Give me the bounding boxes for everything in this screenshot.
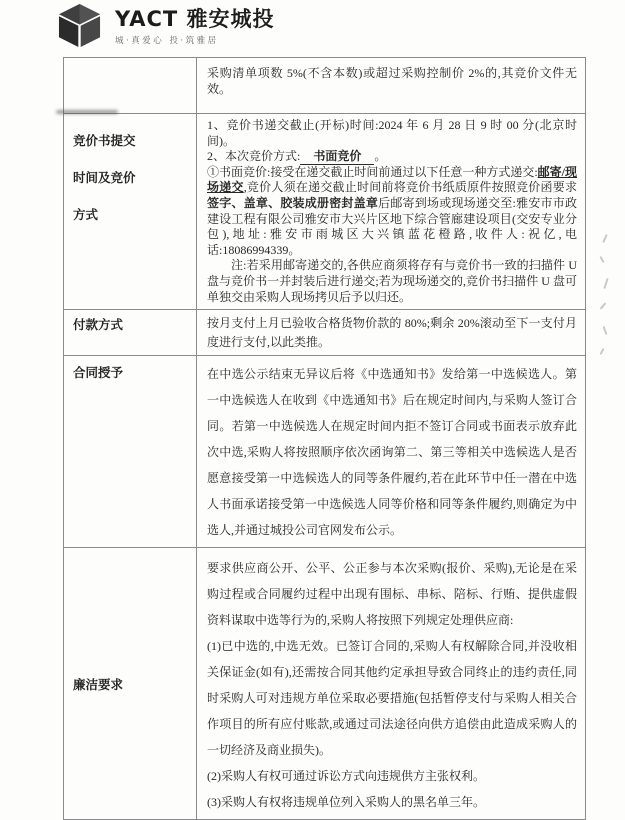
integrity-clause-2: (2)采购人有权可通过诉讼方式向违规供方主张权利。 bbox=[207, 769, 485, 784]
written-bid-seg1: ①书面竞价:接受在递交截止时间前通过以下任意一种方式递交: bbox=[207, 164, 538, 179]
sealing-requirements-emphasis: 签字、盖章、胶装成册密封盖章 bbox=[207, 195, 379, 210]
brand-name: YACT 雅安城投 bbox=[115, 7, 275, 31]
bidding-method-item bbox=[207, 149, 577, 165]
table-row-submission-time-method bbox=[64, 114, 585, 310]
integrity-requirements-content bbox=[197, 548, 585, 819]
scan-smudge-artifact bbox=[56, 110, 118, 114]
row-label-contract-award: 合同授予 bbox=[64, 356, 197, 547]
bidding-method-value: 书面竞价 bbox=[300, 149, 374, 165]
invalid-bid-clause-text: 采购清单项数 5%(不含本数)或超过采购控制价 2%的,其竞价文件无效。 bbox=[207, 66, 577, 96]
integrity-label-text: 廉洁要求 bbox=[73, 677, 124, 692]
table-row-invalid-bid-clause bbox=[64, 58, 585, 114]
integrity-intro-paragraph: 要求供应商公开、公平、公正参与本次采购(报价、采购),无论是在采购过程或合同履约过程中出现有围标、串标、陪标、行贿、提供虚假资料谋取中选等行为的,采购人将按照下列规定处理供应商: bbox=[207, 561, 577, 628]
written-bid-seg5: 后邮寄到场或现场递交至:雅安市市政建设工程有限公司雅安市大兴片区地下综合管廊建设项目(交安专业分包),地址:雅安市雨城区大兴镇蓝花橙路,收件人:祝亿,电话:18086994339。 bbox=[207, 195, 577, 257]
deadline-item: 1、竞价书递交截止(开标)时间:2024 年 6 月 28 日 9 时 00 分(北京时间)。 bbox=[207, 118, 577, 148]
row-label-empty bbox=[64, 58, 197, 113]
mailing-note: 注:若采用邮寄递交的,各供应商须将存有与竞价书一致的扫描件 U 盘与竞价书一并封装后进行递交;若为现场递交的,竞价书扫描件 U 盘可单独交由采购人现场拷贝后予以归还。 bbox=[207, 258, 577, 304]
contract-award-text: 在中选公示结束无异议后将《中选通知书》发给第一中选候选人。第一中选候选人在收到《中选通知书》后在规定时间内,与采购人签订合同。若第一中选候选人在规定时间内拒不签订合同或书面表示放弃此次中选,采购人将按照顺序依次函询第二、第三等相关中选候选人是否愿意接受第一中选候选人的同等条件履约,若在此环节中任一潜在中选人书面承诺接受第一中选候选人同等价格和同等条件履约,则确定为中选人,并通过城投公司官网发布公示。 bbox=[207, 367, 577, 538]
label-line-1: 竞价书提交 bbox=[73, 134, 136, 148]
margin-scribble-marks bbox=[598, 232, 614, 362]
row-label-integrity bbox=[64, 548, 197, 819]
submission-method-content bbox=[197, 114, 585, 309]
table-row-contract-award bbox=[64, 356, 585, 548]
bidding-method-prefix: 2、本次竞价方式: bbox=[207, 149, 301, 164]
row-label-submission-method bbox=[64, 114, 197, 309]
label-line-3: 方式 bbox=[73, 208, 99, 222]
table-row-payment-terms bbox=[64, 310, 585, 356]
logo-text-block bbox=[115, 3, 275, 46]
bidding-method-suffix: 。 bbox=[374, 149, 387, 164]
integrity-clause-3: (3)采购人有权将违规单位列入采购人的黑名单三年。 bbox=[207, 795, 485, 810]
table-row-integrity-requirements bbox=[64, 548, 585, 819]
written-bid-seg3: ,竞价人须在递交截止时间前将竞价书纸质原件按照竞价函要求 bbox=[243, 180, 577, 195]
brand-slogan: 城·真爱心 投·筑雅居 bbox=[115, 36, 219, 46]
logo bbox=[56, 3, 275, 48]
cube-logo-icon bbox=[56, 3, 103, 48]
integrity-clause-1: (1)已中选的,中选无效。已签订合同的,采购人有权解除合同,并没收相关保证金(如有),还需按合同其他约定承担导致合同终止的违约责任,同时采购人可对违规方单位采取必要措施(包括暂停支付与采购人相关合作项目的所有应付账款,或通过司法途径向供方追偿由此造成采购人的一切经济及商业损失)。 bbox=[207, 639, 577, 758]
written-bid-paragraph bbox=[207, 165, 577, 259]
payment-terms-text: 按月支付上月已验收合格货物价款的 80%;剩余 20%滚动至下一支付月度进行支付,以此类推。 bbox=[207, 316, 577, 349]
row-label-payment: 付款方式 bbox=[64, 310, 197, 355]
label-line-2: 时间及竞价 bbox=[73, 171, 136, 185]
procurement-terms-table bbox=[63, 57, 586, 820]
delivery-methods-emphasis: 邮寄/现场递交 bbox=[207, 164, 578, 195]
